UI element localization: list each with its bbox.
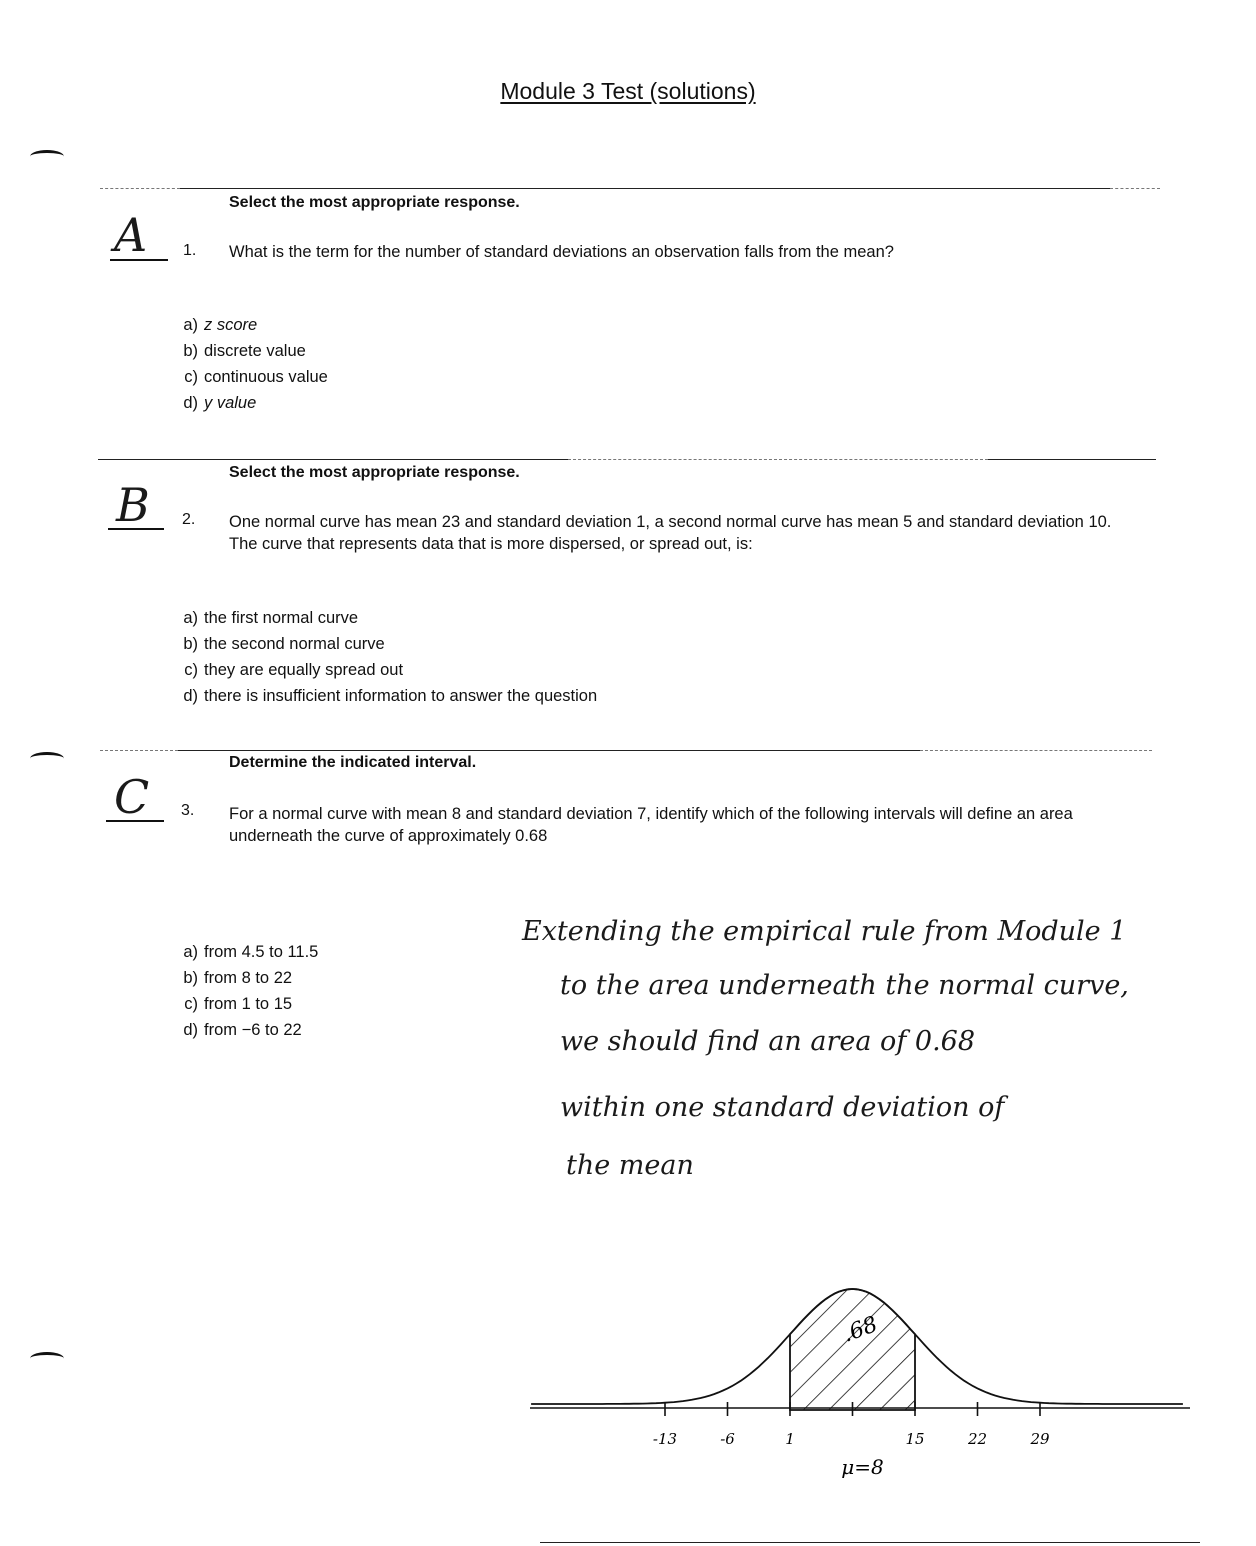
question-1-number: 1. [183, 242, 197, 259]
divider [1110, 188, 1160, 189]
option-a: a) the first normal curve [183, 609, 359, 627]
option-b: b) the second normal curve [183, 635, 385, 653]
divider [100, 188, 180, 189]
divider [180, 188, 1110, 189]
tick-label: -13 [652, 1430, 678, 1448]
option-b: b) from 8 to 22 [183, 969, 293, 987]
question-3-number: 3. [181, 802, 195, 819]
option-d: d) from −6 to 22 [183, 1021, 302, 1039]
question-2-instruction: Select the most appropriate response. [229, 464, 520, 481]
divider [100, 750, 178, 751]
tick-label: 15 [905, 1430, 925, 1448]
question-3-instruction: Determine the indicated interval. [229, 754, 477, 771]
option-b: b) discrete value [183, 342, 306, 360]
divider [178, 750, 920, 751]
option-a: a) from 4.5 to 11.5 [183, 943, 319, 961]
question-1-text: What is the term for the number of standard deviations an observation falls from the mean? [229, 243, 894, 261]
handwritten-note-line-4: within one standard deviation of [560, 1092, 1005, 1123]
tick-label: 1 [785, 1430, 795, 1448]
handwritten-note-line-5: the mean [566, 1150, 694, 1181]
handwritten-note-line-1: Extending the empirical rule from Module 1 [522, 916, 1127, 947]
tick-label: 29 [1030, 1430, 1050, 1448]
question-3-options [150, 939, 318, 1043]
shaded-area-68 [790, 1289, 915, 1410]
tick-label: -6 [720, 1430, 735, 1448]
answer-blank [110, 259, 168, 261]
question-2-answer: B [116, 478, 150, 532]
option-c: c) from 1 to 15 [184, 995, 293, 1013]
option-a: a) z score [183, 316, 258, 334]
mean-label: μ=8 [841, 1455, 884, 1479]
tick-label: 22 [967, 1430, 988, 1448]
divider [98, 459, 568, 460]
handwritten-note-line-3: we should find an area of 0.68 [560, 1026, 976, 1057]
page-title: Module 3 Test (solutions) [500, 78, 756, 104]
bottom-rule [540, 1542, 1200, 1543]
question-1-answer: A [114, 208, 148, 262]
question-3-text: For a normal curve with mean 8 and standard deviation 7, identify which of the following intervals will define an area underneath the curve of approximately 0.68 [229, 805, 1073, 845]
answer-blank [108, 528, 164, 530]
option-c: c) they are equally spread out [184, 661, 404, 679]
margin-mark [30, 150, 64, 163]
question-2-text: One normal curve has mean 23 and standard deviation 1, a second normal curve has mean 5 and standard deviation 10. The curve that represents data that is more dispersed, or spread out, is: [229, 513, 1112, 553]
answer-blank [106, 820, 164, 822]
handwritten-note-line-2: to the area underneath the normal curve, [560, 970, 1129, 1001]
question-1-options [150, 312, 328, 416]
option-d: d) y value [183, 394, 257, 412]
question-2-number: 2. [182, 511, 196, 528]
question-3-answer: C [114, 770, 150, 824]
option-d: d) there is insufficient information to answer the question [183, 687, 598, 705]
margin-mark [30, 752, 64, 765]
question-1-instruction: Select the most appropriate response. [229, 194, 520, 211]
margin-mark [30, 1352, 64, 1365]
divider [568, 459, 988, 460]
divider [920, 750, 1152, 751]
option-c: c) continuous value [184, 368, 328, 386]
area-label: .68 [839, 1312, 881, 1348]
question-2-options [150, 605, 597, 709]
divider [988, 459, 1156, 460]
normal-curve-sketch [520, 1260, 1200, 1479]
